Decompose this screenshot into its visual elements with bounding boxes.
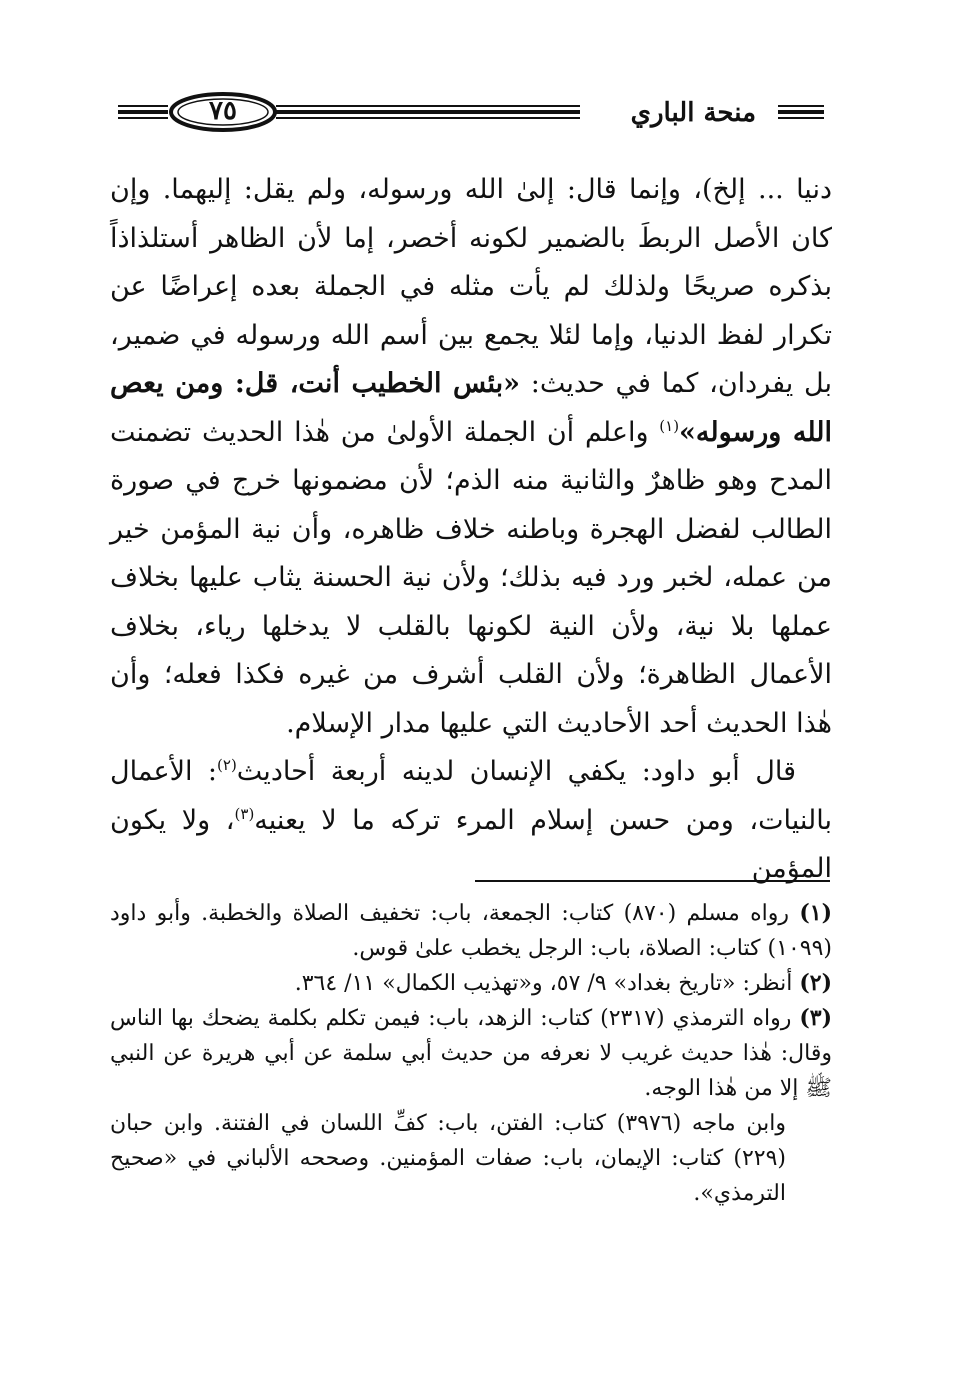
footnote-ref-3[interactable]: (٣) (234, 804, 255, 823)
footnote-1: (١) رواه مسلم (٨٧٠) كتاب: الجمعة، باب: تخفيف الصلاة والخطبة. وأبو داود (١٠٩٩) كتاب: الصلاة، باب: الرجل يخطب علىٰ قوس. (110, 900, 832, 961)
paragraph-2: قال أبو داود: يكفي الإنسان لدينه أربعة أحاديث$^{(٢)}$: الأعمال بالنيات، ومن حسن إسلام المرء تركه ما لا يعنيه$^{(٣)}$، ولا يكون المؤمن (110, 756, 832, 884)
footnote-ref-1[interactable]: (١) (659, 416, 680, 435)
paragraph-1: دنيا ... إلخ)، وإنما قال: إلىٰ الله ورسوله، ولم يقل: إليهما. وإن كان الأصل الربطَ بالضمير لكونه أخصر، إما لأن الظاهر أستلذاذاً بذكره صريحًا ولذلك لم يأت مثله في الجملة بعده إعراضًا عن تكرار لفظ الدنيا، وإما لئلا يجمع بين أسم الله ورسوله في ضمير، بل يفردان، كما في حديث: «بئس الخطيب أنت، قل: ومن يعص الله ورسوله»$^{(١)}$ واعلم أن الجملة الأولىٰ من هٰذا الحديث تضمنت المدح وهو ظاهرٌ والثانية منه الذم؛ لأن مضمونها خرج في صورة الطالب لفضل الهجرة وباطنه خلاف ظاهره، وأن نية المؤمن خير من عمله، لخبر ورد فيه بذلك؛ ولأن نية الحسنة يثاب عليها بخلاف عملها بلا نية، ولأن النية لكونها بالقلب لا يدخلها رياء، بخلاف الأعمال الظاهرة؛ ولأن القلب أشرف من غيره فكذا فعله؛ وأن هٰذا الحديث أحد الأحاديث التي عليها مدار الإسلام. (110, 174, 832, 739)
hadith-quote: «بئس الخطيب أنت، قل: ومن يعص الله ورسوله» (110, 368, 832, 448)
page-header (112, 88, 830, 138)
footnote-2: (٢) أنظر: «تاريخ بغداد» ٩/ ٥٧، و«تهذيب الكمال» ١١/ ٣٦٤. (294, 970, 832, 996)
page-number: ٧٥ (209, 96, 237, 126)
footnote-ref-2[interactable]: (٢) (217, 756, 237, 774)
footnote-3: (٣) رواه الترمذي (٢٣١٧) كتاب: الزهد، باب: فيمن تكلم بكلمة يضحك بها الناس وقال: هٰذا حديث غريب لا نعرفه من حديث أبي سلمة عن أبي هريرة عن النبي ﷺ إلا من هٰذا الوجه. (110, 1005, 832, 1101)
footnotes (110, 896, 832, 1211)
footnote-3-continued: وابن ماجه (٣٩٧٦) كتاب: الفتن، باب: كفِّ اللسان في الفتنة. وابن حبان (٢٢٩) كتاب: الإيمان، باب: صفات المؤمنين. وصححه الألباني في «صحيح الترمذي». (110, 1111, 786, 1206)
footnote-separator (475, 880, 830, 882)
running-title: منحة الباري (630, 98, 756, 128)
main-text (110, 166, 832, 894)
